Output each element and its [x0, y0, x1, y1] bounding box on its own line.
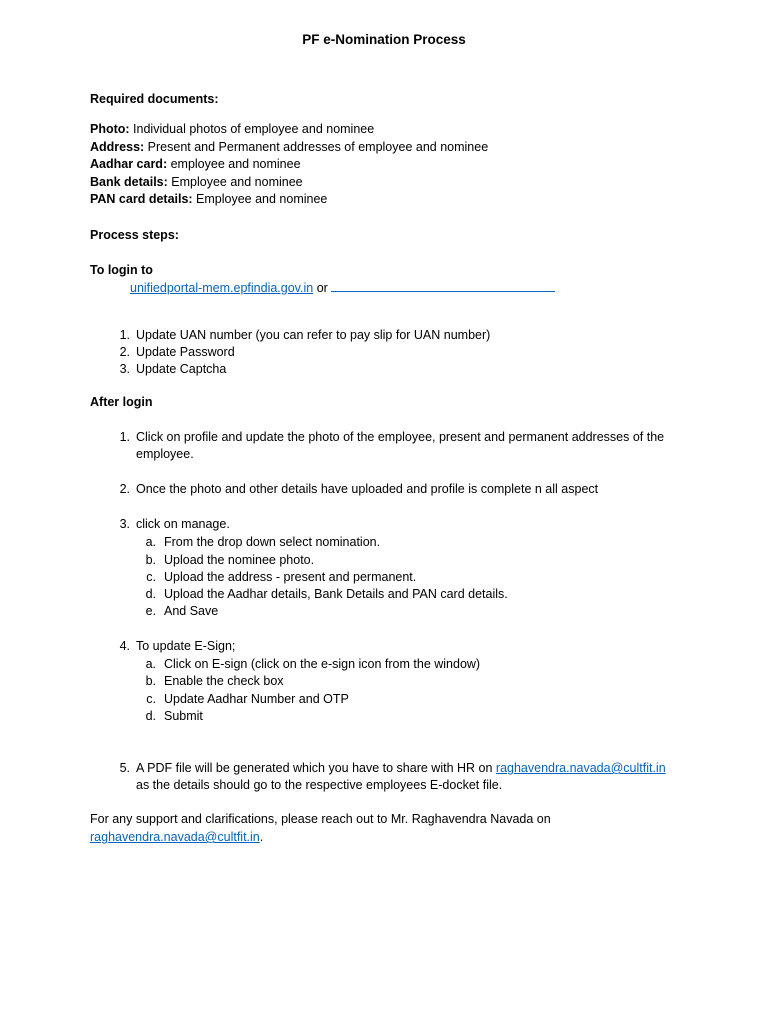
process-steps-heading: Process steps:	[90, 228, 179, 242]
required-item-text: employee and nominee	[167, 157, 301, 171]
required-item-text: Employee and nominee	[167, 175, 303, 189]
required-item-label: Aadhar card:	[90, 157, 168, 171]
required-item-aadhar	[90, 156, 301, 173]
list-text	[136, 760, 666, 777]
list-number: 4.	[119, 639, 130, 653]
list-letter: a.	[145, 535, 156, 549]
support-email-line	[90, 829, 263, 846]
list-letter: c.	[146, 692, 156, 706]
list-text: Update Aadhar Number and OTP	[164, 692, 349, 706]
support-suffix: .	[259, 830, 264, 844]
list-text: And Save	[164, 604, 219, 618]
list-text: Upload the Aadhar details, Bank Details and PAN card details.	[164, 587, 508, 601]
required-documents-heading: Required documents:	[90, 92, 219, 106]
list-text-continuation: employee.	[136, 447, 194, 461]
list-text: Update UAN number (you can refer to pay slip for UAN number)	[136, 328, 491, 342]
list-number: 3.	[119, 517, 130, 531]
required-item-pan	[90, 191, 327, 208]
required-item-label: Address:	[90, 140, 145, 154]
portal-link[interactable]: unifiedportal-mem.epfindia.gov.in	[130, 281, 314, 295]
list-letter: b.	[145, 674, 156, 688]
support-email-link[interactable]: raghavendra.navada@cultfit.in	[90, 830, 260, 844]
list-text-continuation: as the details should go to the respective employees E-docket file.	[136, 778, 503, 792]
list-text: Once the photo and other details have uploaded and profile is complete n all aspect	[136, 482, 599, 496]
list-text: click on manage.	[136, 517, 230, 531]
list-text: To update E-Sign;	[136, 639, 236, 653]
list-letter: d.	[145, 709, 156, 723]
list-text: Click on profile and update the photo of the employee, present and permanent addresses of the	[136, 430, 665, 444]
list-text: Submit	[164, 709, 203, 723]
list-number: 2.	[119, 482, 130, 496]
empty-link[interactable]	[331, 280, 555, 292]
list-text: Upload the nominee photo.	[164, 553, 315, 567]
list-text: Enable the check box	[164, 674, 284, 688]
page-title: PF e-Nomination Process	[302, 32, 466, 47]
list-text: Update Captcha	[136, 362, 227, 376]
list-letter: c.	[146, 570, 156, 584]
required-item-label: Bank details:	[90, 175, 168, 189]
required-item-text: Present and Permanent addresses of employee and nominee	[144, 140, 489, 154]
list-number: 1.	[119, 328, 130, 342]
list-letter: b.	[145, 553, 156, 567]
step5-text: A PDF file will be generated which you have to share with HR on	[136, 761, 496, 775]
list-text: From the drop down select nomination.	[164, 535, 381, 549]
required-item-photo	[90, 121, 374, 138]
list-number: 2.	[119, 345, 130, 359]
list-letter: e.	[145, 604, 156, 618]
or-text: or	[316, 281, 328, 295]
required-item-bank	[90, 174, 303, 191]
after-login-heading: After login	[90, 395, 153, 409]
required-item-text: Individual photos of employee and nominee	[129, 122, 375, 136]
support-text: For any support and clarifications, please reach out to Mr. Raghavendra Navada on	[90, 812, 551, 826]
list-text: Upload the address - present and permanent.	[164, 570, 417, 584]
list-letter: d.	[145, 587, 156, 601]
required-item-address	[90, 139, 488, 156]
list-text: Click on E-sign (click on the e-sign icon from the window)	[164, 657, 481, 671]
list-number: 3.	[119, 362, 130, 376]
list-letter: a.	[145, 657, 156, 671]
required-item-text: Employee and nominee	[192, 192, 328, 206]
list-number: 1.	[119, 430, 130, 444]
login-links-line	[130, 280, 555, 297]
list-number: 5.	[119, 761, 130, 775]
required-item-label: Photo:	[90, 122, 130, 136]
list-text: Update Password	[136, 345, 235, 359]
required-item-label: PAN card details:	[90, 192, 193, 206]
login-heading: To login to	[90, 263, 153, 277]
hr-email-link[interactable]: raghavendra.navada@cultfit.in	[495, 761, 666, 775]
